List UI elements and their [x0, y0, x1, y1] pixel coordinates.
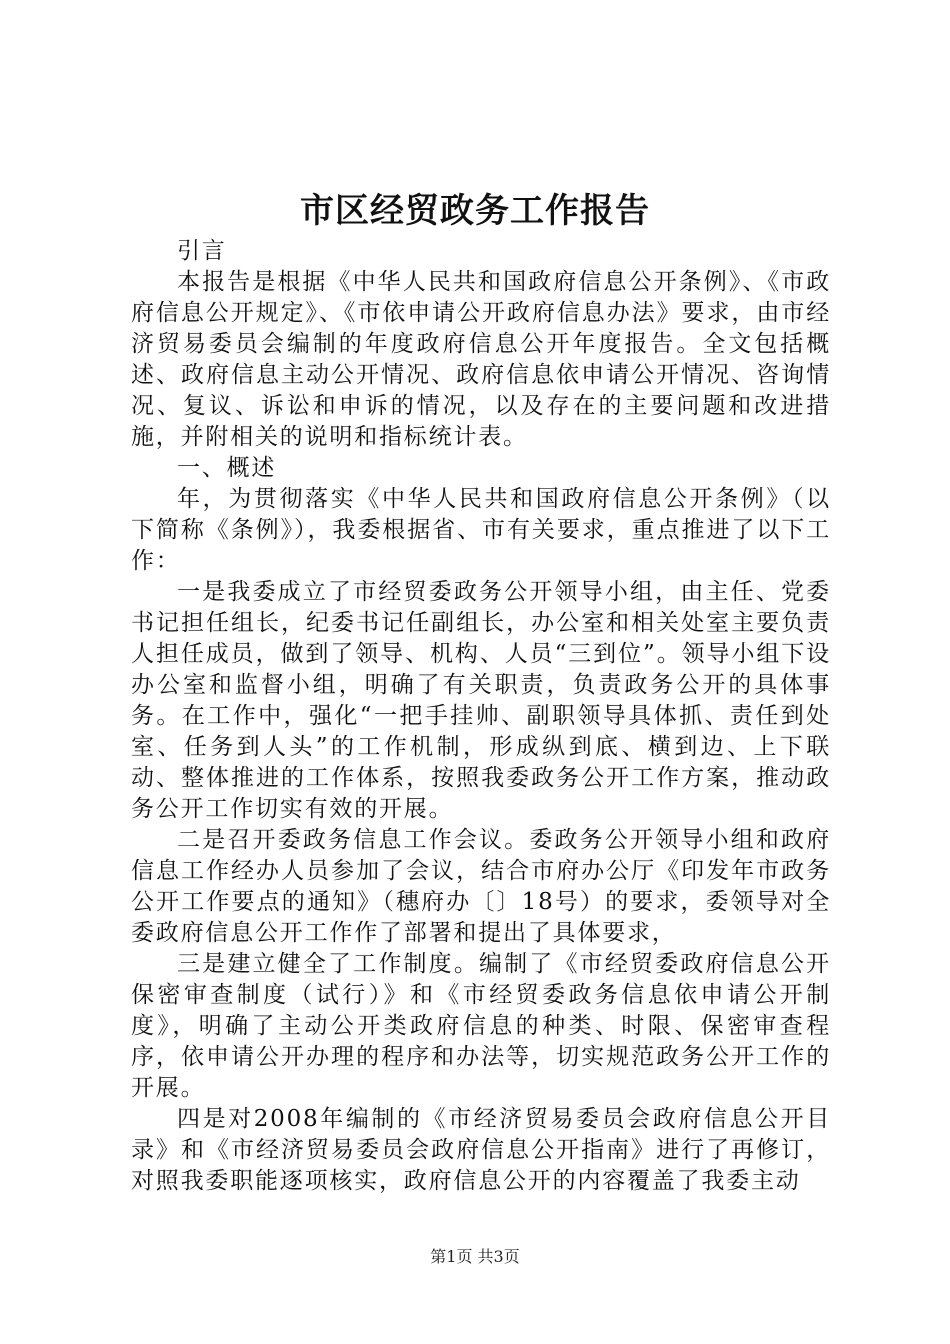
document-body [131, 236, 831, 1197]
page-number-footer: 第1页 共3页 [430, 1247, 520, 1266]
paragraph-overview: 年，为贯彻落实《中华人民共和国政府信息公开条例》（以下简称《条例》），我委根据省、市有关要求，重点推进了以下工作： [131, 486, 831, 574]
section-heading-overview: 一、概述 [177, 455, 277, 481]
paragraph-item-2: 二是召开委政务信息工作会议。委政务公开领导小组和政府信息工作经办人员参加了会议，结合市府办公厅《印发年市政务公开工作要点的通知》（穗府办〔〕18号）的要求，委领导对全委政府信息公开工作作了部署和提出了具体要求， [131, 827, 831, 946]
section-heading-intro: 引言 [177, 238, 227, 264]
paragraph-item-3: 三是建立健全了工作制度。编制了《市经贸委政府信息公开保密审查制度（试行）》和《市经贸委政务信息依申请公开制度》，明确了主动公开类政府信息的种类、时限、保密审查程序，依申请公开办理的程序和办法等，切实规范政务公开工作的开展。 [131, 951, 831, 1101]
paragraph-item-1: 一是我委成立了市经贸委政务公开领导小组，由主任、党委书记担任组长，纪委书记任副组长，办公室和相关处室主要负责人担任成员，做到了领导、机构、人员“三到位”。领导小组下设办公室和监督小组，明确了有关职责，负责政务公开的具体事务。在工作中，强化“一把手挂帅、副职领导具体抓、责任到处室、任务到人头”的工作机制，形成纵到底、横到边、上下联动、整体推进的工作体系，按照我委政务公开工作方案，推动政务公开工作切实有效的开展。 [131, 579, 831, 822]
paragraph-item-4: 四是对2008年编制的《市经济贸易委员会政府信息公开目录》和《市经济贸易委员会政府信息公开指南》进行了再修订，对照我委职能逐项核实，政府信息公开的内容覆盖了我委主动 [131, 1106, 831, 1194]
document-title: 市区经贸政务工作报告 [300, 191, 650, 231]
paragraph-intro: 本报告是根据《中华人民共和国政府信息公开条例》、《市政府信息公开规定》、《市依申请公开政府信息办法》要求，由市经济贸易委员会编制的年度政府信息公开年度报告。全文包括概述、政府信息主动公开情况、政府信息依申请公开情况、咨询情况、复议、诉讼和申诉的情况，以及存在的主要问题和改进措施，并附相关的说明和指标统计表。 [131, 269, 831, 450]
